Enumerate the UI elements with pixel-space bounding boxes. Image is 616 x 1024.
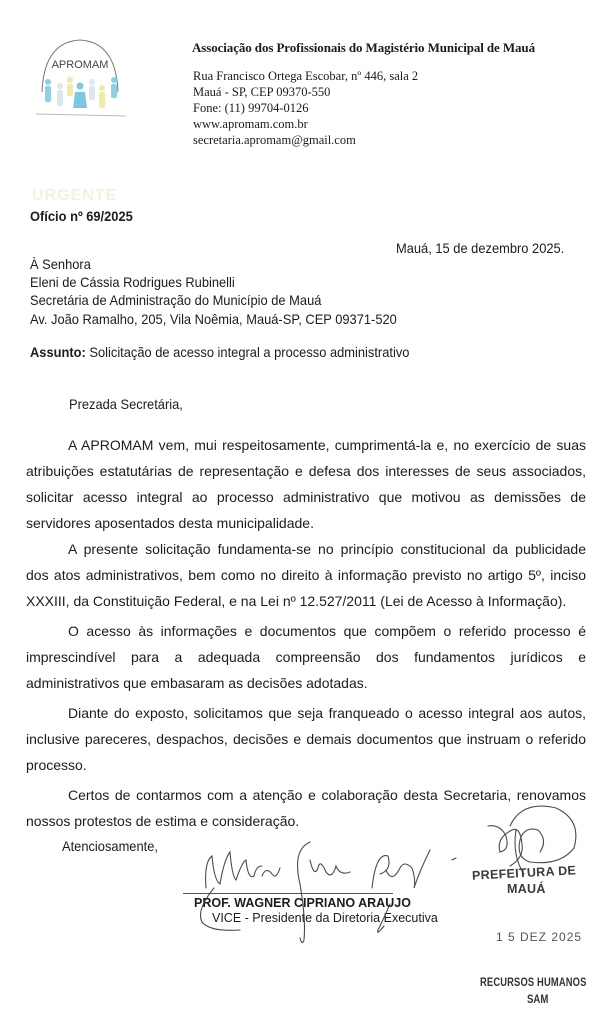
signatory-role: VICE - Presidente da Diretoria Executiva — [212, 911, 438, 925]
subject-line — [30, 344, 409, 360]
addressee-title: Secretária de Administração do Município de Mauá — [30, 292, 322, 308]
closing: Atenciosamente, — [62, 838, 158, 854]
city-cep-line: Mauá - SP, CEP 09370-550 — [193, 85, 331, 99]
addressee-name: Eleni de Cássia Rodrigues Rubinelli — [30, 274, 235, 290]
stamp-unit: SAM — [527, 992, 549, 1006]
svg-text:APROMAM: APROMAM — [51, 59, 109, 71]
urgent-stamp: URGENTE — [32, 187, 118, 204]
phone-line: Fone: (11) 99704-0126 — [193, 101, 309, 115]
subject-text: Solicitação de acesso integral a processo administrativo — [89, 344, 410, 360]
stamp-line-2: MAUÁ — [507, 882, 546, 896]
stamp-department: RECURSOS HUMANOS — [480, 975, 587, 989]
body-paragraph: Diante do exposto, solicitamos que seja franqueado o acesso integral aos autos, inclusive pareceres, despachos, decisões e demais documentos que instruam o referido processo. — [26, 705, 586, 773]
people-figures-icon — [45, 77, 117, 108]
body-paragraph: A presente solicitação fundamenta-se no princípio constitucional da publicidade dos atos administrativos, bem como no direito à informação previsto no artigo 5º, inciso XXXIII, da Constituição Federal, e na Lei nº 12.527/2011 (Lei de Acesso à Informação). — [26, 541, 586, 609]
signature-line — [183, 893, 393, 894]
body-paragraph: Certos de contarmos com a atenção e colaboração desta Secretaria, renovamos nossos protestos de estima e consideração. — [26, 787, 586, 829]
signatory-name: PROF. WAGNER CIPRIANO ARAUJO — [194, 896, 411, 910]
website-link[interactable]: www.apromam.com.br — [193, 117, 308, 131]
organization-name: Associação dos Profissionais do Magistério Municipal de Mauá — [192, 40, 535, 55]
greeting: Prezada Secretária, — [69, 396, 183, 412]
apromam-logo — [30, 30, 130, 140]
address-line: Rua Francisco Ortega Escobar, nº 446, sala 2 — [193, 69, 419, 83]
stamp-line-1: PREFEITURA DE — [471, 863, 577, 883]
email-link[interactable]: secretaria.apromam@gmail.com — [193, 133, 356, 147]
body-paragraph: O acesso às informações e documentos que compõem o referido processo é imprescindível para a adequada compreensão dos fundamentos jurídicos e administrativos que embasaram as decisões adotadas. — [26, 623, 586, 691]
stamp-date: 1 5 DEZ 2025 — [496, 930, 583, 944]
subject-label: Assunto: — [30, 344, 86, 360]
body-paragraph: A APROMAM vem, mui respeitosamente, cumprimentá-la e, no exercício de suas atribuições estatutárias de representação e defesa dos interesses de seus associados, solicitar acesso integral ao processo administrativo que motivou as demissões de servidores aposentados desta municipalidade. — [26, 437, 586, 531]
addressee-address: Av. João Ramalho, 205, Vila Noêmia, Mauá-SP, CEP 09371-520 — [30, 311, 397, 327]
place-date: Mauá, 15 de dezembro 2025. — [396, 240, 565, 256]
addressee-salutation: À Senhora — [30, 256, 91, 272]
document-reference: Ofício nº 69/2025 — [30, 208, 133, 224]
